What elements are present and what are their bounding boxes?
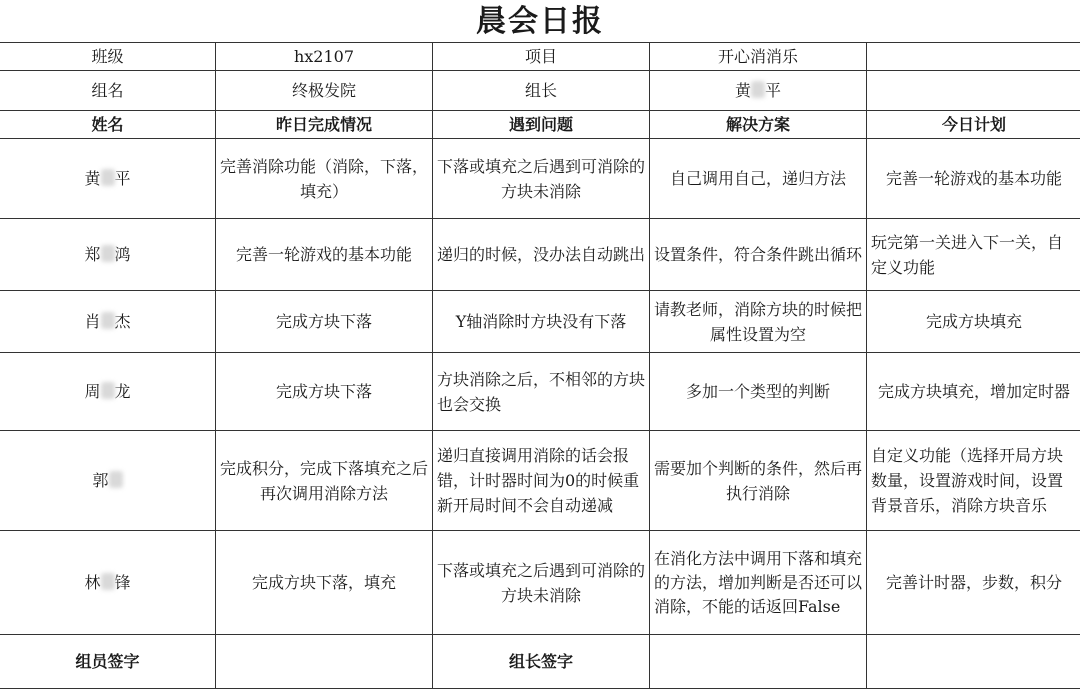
- project-value: 开心消消乐: [650, 43, 867, 71]
- redaction-blur: [101, 382, 115, 399]
- col-header-solution: 解决方案: [650, 111, 867, 139]
- empty-cell: [867, 635, 1080, 689]
- redaction-blur: [101, 573, 115, 590]
- table-row: [0, 219, 1080, 291]
- member-sign-label: 组员签字: [0, 635, 216, 689]
- table-row: [0, 139, 1080, 219]
- table-row: [0, 531, 1080, 635]
- problem-cell: 下落或填充之后遇到可消除的方块未消除: [433, 139, 650, 219]
- daily-report-table: [0, 42, 1080, 689]
- problem-cell: 下落或填充之后遇到可消除的方块未消除: [433, 531, 650, 635]
- table-row: [0, 353, 1080, 431]
- group-row: [0, 71, 1080, 111]
- member-sign-field: [216, 635, 433, 689]
- project-label: 项目: [433, 43, 650, 71]
- leader-sign-field: [650, 635, 867, 689]
- col-header-name: 姓名: [0, 111, 216, 139]
- done-cell: 完成积分，完成下落填充之后再次调用消除方法: [216, 431, 433, 531]
- col-header-done: 昨日完成情况: [216, 111, 433, 139]
- redaction-blur: [109, 471, 123, 488]
- leader-sign-label: 组长签字: [433, 635, 650, 689]
- group-value: 终极发院: [216, 71, 433, 111]
- problem-cell: 方块消除之后，不相邻的方块也会交换: [433, 353, 650, 431]
- problem-cell: 递归的时候，没办法自动跳出: [433, 219, 650, 291]
- redaction-blur: [101, 245, 115, 262]
- plan-cell: 完成方块填充，增加定时器: [867, 353, 1080, 431]
- solution-cell: 需要加个判断的条件，然后再执行消除: [650, 431, 867, 531]
- solution-cell: 设置条件，符合条件跳出循环: [650, 219, 867, 291]
- leader-name: 黄 平: [650, 71, 867, 111]
- problem-cell: 递归直接调用消除的话会报错，计时器时间为0的时候重新开局时间不会自动递减: [433, 431, 650, 531]
- redaction-blur: [101, 312, 115, 329]
- class-value: hx2107: [216, 43, 433, 71]
- problem-cell: Y轴消除时方块没有下落: [433, 291, 650, 353]
- member-name: 郑 鸿: [0, 219, 216, 291]
- plan-cell: 玩完第一关进入下一关，自定义功能: [867, 219, 1080, 291]
- done-cell: 完善一轮游戏的基本功能: [216, 219, 433, 291]
- member-name: 肖 杰: [0, 291, 216, 353]
- redaction-blur: [751, 81, 765, 98]
- done-cell: 完善消除功能（消除，下落，填充）: [216, 139, 433, 219]
- done-cell: 完成方块下落: [216, 291, 433, 353]
- solution-cell: 多加一个类型的判断: [650, 353, 867, 431]
- done-cell: 完成方块下落，填充: [216, 531, 433, 635]
- leader-label: 组长: [433, 71, 650, 111]
- plan-cell: 完善计时器，步数，积分: [867, 531, 1080, 635]
- class-row: [0, 43, 1080, 71]
- col-header-plan: 今日计划: [867, 111, 1080, 139]
- plan-cell: 完成方块填充: [867, 291, 1080, 353]
- done-cell: 完成方块下落: [216, 353, 433, 431]
- empty-cell: [867, 71, 1080, 111]
- table-row: [0, 291, 1080, 353]
- redaction-blur: [101, 169, 115, 186]
- member-name: 周 龙: [0, 353, 216, 431]
- solution-cell: 请教老师，消除方块的时候把属性设置为空: [650, 291, 867, 353]
- page-title: 晨会日报: [0, 0, 1080, 42]
- member-name: 林 锋: [0, 531, 216, 635]
- signature-row: [0, 635, 1080, 689]
- column-header-row: [0, 111, 1080, 139]
- solution-cell: 自己调用自己，递归方法: [650, 139, 867, 219]
- col-header-problem: 遇到问题: [433, 111, 650, 139]
- plan-cell: 完善一轮游戏的基本功能: [867, 139, 1080, 219]
- member-name: 黄 平: [0, 139, 216, 219]
- class-label: 班级: [0, 43, 216, 71]
- member-name: 郭: [0, 431, 216, 531]
- group-label: 组名: [0, 71, 216, 111]
- empty-cell: [867, 43, 1080, 71]
- solution-cell: 在消化方法中调用下落和填充的方法，增加判断是否还可以消除，不能的话返回False: [650, 531, 867, 635]
- table-row: [0, 431, 1080, 531]
- plan-cell: 自定义功能（选择开局方块数量，设置游戏时间，设置背景音乐，消除方块音乐: [867, 431, 1080, 531]
